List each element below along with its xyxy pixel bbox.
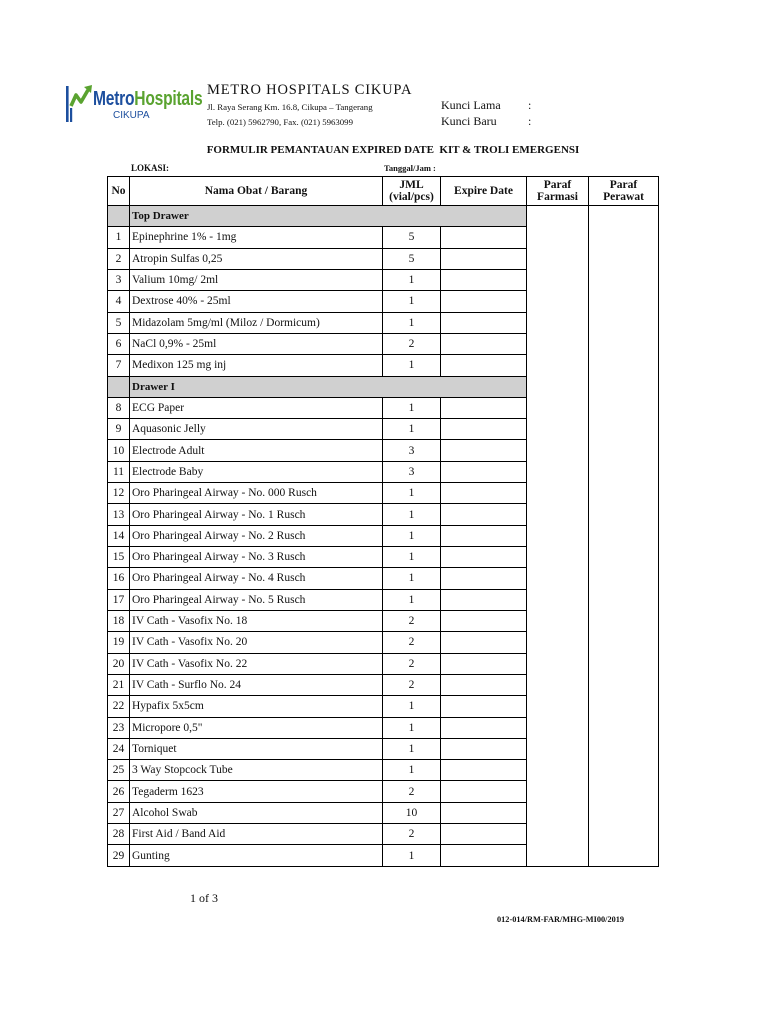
item-name: Epinephrine 1% - 1mg <box>130 227 383 248</box>
form-title: FORMULIR PEMANTAUAN EXPIRED DATE KIT & TROLI EMERGENSI <box>206 143 580 156</box>
item-name: Valium 10mg/ 2ml <box>130 269 383 290</box>
item-no: 28 <box>108 824 130 845</box>
item-name: Torniquet <box>130 738 383 759</box>
item-no: 5 <box>108 312 130 333</box>
hospital-phone: Telp. (021) 5962790, Fax. (021) 5963099 <box>207 116 353 127</box>
section-row <box>108 206 659 227</box>
item-no: 15 <box>108 547 130 568</box>
item-qty: 1 <box>383 760 441 781</box>
item-no: 1 <box>108 227 130 248</box>
header-paraf-farmasi-line1: Paraf <box>543 178 572 191</box>
item-no: 3 <box>108 269 130 290</box>
item-expire-date <box>441 674 527 695</box>
item-no: 13 <box>108 504 130 525</box>
logo-mark-icon <box>65 84 93 122</box>
item-no: 19 <box>108 632 130 653</box>
item-name: Oro Pharingeal Airway - No. 4 Rusch <box>130 568 383 589</box>
item-name: Micropore 0,5" <box>130 717 383 738</box>
item-expire-date <box>441 248 527 269</box>
item-no: 12 <box>108 483 130 504</box>
item-qty: 1 <box>383 717 441 738</box>
item-no: 27 <box>108 802 130 823</box>
item-name: Oro Pharingeal Airway - No. 5 Rusch <box>130 589 383 610</box>
item-no: 24 <box>108 738 130 759</box>
item-expire-date <box>441 397 527 418</box>
item-no: 18 <box>108 610 130 631</box>
item-qty: 1 <box>383 547 441 568</box>
tanggal-jam-label: Tanggal/Jam : <box>384 163 436 173</box>
item-expire-date <box>441 461 527 482</box>
item-name: Oro Pharingeal Airway - No. 3 Rusch <box>130 547 383 568</box>
header-paraf-farmasi-line2: Farmasi <box>537 191 578 203</box>
hospital-name: METRO HOSPITALS CIKUPA <box>207 81 413 98</box>
item-qty: 1 <box>383 355 441 376</box>
item-qty: 1 <box>383 845 441 866</box>
header-paraf-perawat-line1: Paraf <box>609 178 638 191</box>
page-number: 1 of 3 <box>190 891 218 905</box>
item-qty: 2 <box>383 674 441 695</box>
item-name: IV Cath - Vasofix No. 20 <box>130 632 383 653</box>
header-qty <box>383 177 441 206</box>
item-expire-date <box>441 589 527 610</box>
item-no: 26 <box>108 781 130 802</box>
item-expire-date <box>441 312 527 333</box>
item-name: NaCl 0,9% - 25ml <box>130 333 383 354</box>
item-qty: 2 <box>383 781 441 802</box>
item-expire-date <box>441 291 527 312</box>
item-qty: 10 <box>383 802 441 823</box>
item-qty: 1 <box>383 291 441 312</box>
item-expire-date <box>441 632 527 653</box>
item-no: 23 <box>108 717 130 738</box>
item-no: 29 <box>108 845 130 866</box>
item-qty: 1 <box>383 738 441 759</box>
item-expire-date <box>441 525 527 546</box>
item-name: IV Cath - Vasofix No. 22 <box>130 653 383 674</box>
item-qty: 2 <box>383 610 441 631</box>
item-name: Aquasonic Jelly <box>130 419 383 440</box>
item-qty: 1 <box>383 568 441 589</box>
item-qty: 2 <box>383 824 441 845</box>
item-name: Oro Pharingeal Airway - No. 2 Rusch <box>130 525 383 546</box>
item-expire-date <box>441 333 527 354</box>
item-expire-date <box>441 824 527 845</box>
paraf-perawat-cell <box>589 206 659 867</box>
item-no: 14 <box>108 525 130 546</box>
item-expire-date <box>441 504 527 525</box>
item-no: 8 <box>108 397 130 418</box>
hospital-address: Jl. Raya Serang Km. 16.8, Cikupa – Tangerang <box>207 101 373 112</box>
item-expire-date <box>441 269 527 290</box>
item-expire-date <box>441 355 527 376</box>
item-name: First Aid / Band Aid <box>130 824 383 845</box>
item-no: 2 <box>108 248 130 269</box>
section-title: Top Drawer <box>130 206 527 227</box>
item-name: Electrode Baby <box>130 461 383 482</box>
item-qty: 2 <box>383 333 441 354</box>
item-qty: 1 <box>383 696 441 717</box>
item-no: 4 <box>108 291 130 312</box>
paraf-farmasi-cell <box>527 206 589 867</box>
lokasi-label: LOKASI: <box>131 162 170 173</box>
item-qty: 1 <box>383 525 441 546</box>
item-name: Atropin Sulfas 0,25 <box>130 248 383 269</box>
item-name: Medixon 125 mg inj <box>130 355 383 376</box>
item-name: Tegaderm 1623 <box>130 781 383 802</box>
item-qty: 1 <box>383 483 441 504</box>
item-no: 9 <box>108 419 130 440</box>
table-body <box>108 206 659 867</box>
item-expire-date <box>441 419 527 440</box>
header-name: Nama Obat / Barang <box>130 177 383 206</box>
section-title: Drawer I <box>130 376 527 397</box>
item-expire-date <box>441 483 527 504</box>
logo-brand-hospitals: Hospitals <box>134 88 203 110</box>
item-expire-date <box>441 760 527 781</box>
item-no: 22 <box>108 696 130 717</box>
item-qty: 3 <box>383 461 441 482</box>
section-no-cell <box>108 376 130 397</box>
item-qty: 1 <box>383 504 441 525</box>
header-paraf-farmasi <box>527 177 589 206</box>
item-name: Midazolam 5mg/ml (Miloz / Dormicum) <box>130 312 383 333</box>
item-expire-date <box>441 227 527 248</box>
item-expire-date <box>441 717 527 738</box>
item-qty: 2 <box>383 632 441 653</box>
logo-wordmark <box>93 88 202 110</box>
header-no: No <box>108 177 130 206</box>
kunci-lama-separator: : <box>528 98 532 112</box>
document-code: 012-014/RM-FAR/MHG-MI00/2019 <box>497 915 625 924</box>
item-name: 3 Way Stopcock Tube <box>130 760 383 781</box>
item-no: 16 <box>108 568 130 589</box>
item-qty: 1 <box>383 312 441 333</box>
header-qty-line1: JML <box>399 178 424 191</box>
item-no: 17 <box>108 589 130 610</box>
header-qty-line2: (vial/pcs) <box>389 191 434 203</box>
item-expire-date <box>441 610 527 631</box>
item-no: 10 <box>108 440 130 461</box>
item-qty: 5 <box>383 227 441 248</box>
header-expire-date: Expire Date <box>441 177 527 206</box>
item-name: Gunting <box>130 845 383 866</box>
header-paraf-perawat <box>589 177 659 206</box>
item-qty: 1 <box>383 397 441 418</box>
hospital-logo <box>65 82 207 126</box>
item-expire-date <box>441 568 527 589</box>
checklist-table <box>107 176 659 867</box>
table-header <box>108 177 659 206</box>
kunci-baru-separator: : <box>528 114 532 128</box>
item-expire-date <box>441 696 527 717</box>
item-expire-date <box>441 802 527 823</box>
item-name: Hypafix 5x5cm <box>130 696 383 717</box>
item-expire-date <box>441 781 527 802</box>
item-qty: 1 <box>383 419 441 440</box>
item-no: 20 <box>108 653 130 674</box>
item-qty: 3 <box>383 440 441 461</box>
item-expire-date <box>441 440 527 461</box>
logo-brand-metro: Metro <box>93 88 135 110</box>
item-expire-date <box>441 845 527 866</box>
item-name: IV Cath - Surflo No. 24 <box>130 674 383 695</box>
section-no-cell <box>108 206 130 227</box>
item-qty: 1 <box>383 269 441 290</box>
item-no: 25 <box>108 760 130 781</box>
item-name: Oro Pharingeal Airway - No. 1 Rusch <box>130 504 383 525</box>
header-row <box>108 177 659 206</box>
kunci-lama-label: Kunci Lama <box>441 98 501 112</box>
item-qty: 1 <box>383 589 441 610</box>
item-expire-date <box>441 653 527 674</box>
item-name: Electrode Adult <box>130 440 383 461</box>
item-name: Alcohol Swab <box>130 802 383 823</box>
item-expire-date <box>441 547 527 568</box>
item-name: Oro Pharingeal Airway - No. 000 Rusch <box>130 483 383 504</box>
item-no: 6 <box>108 333 130 354</box>
header-paraf-perawat-line2: Perawat <box>603 191 644 203</box>
item-name: Dextrose 40% - 25ml <box>130 291 383 312</box>
kunci-baru-label: Kunci Baru <box>441 114 497 128</box>
logo-branch-name: CIKUPA <box>113 110 150 121</box>
item-name: ECG Paper <box>130 397 383 418</box>
item-name: IV Cath - Vasofix No. 18 <box>130 610 383 631</box>
item-no: 21 <box>108 674 130 695</box>
item-no: 7 <box>108 355 130 376</box>
item-no: 11 <box>108 461 130 482</box>
item-qty: 5 <box>383 248 441 269</box>
item-qty: 2 <box>383 653 441 674</box>
item-expire-date <box>441 738 527 759</box>
